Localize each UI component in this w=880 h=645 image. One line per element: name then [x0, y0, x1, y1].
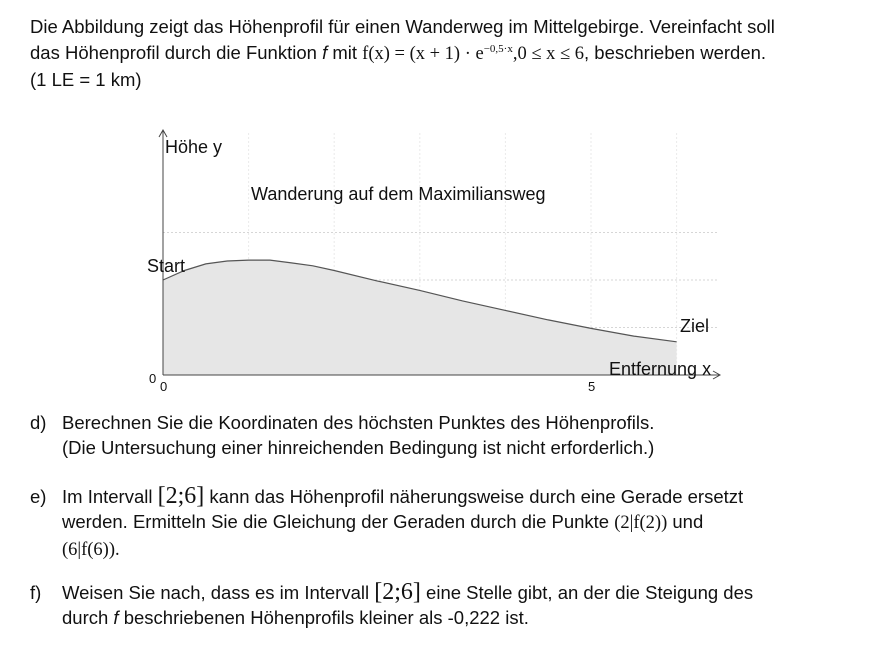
task-e-line-3	[62, 536, 860, 563]
task-letter: d)	[30, 412, 47, 433]
task-d-line-2: (Die Untersuchung einer hinreichenden Bedingung ist nicht erforderlich.)	[62, 437, 655, 458]
x-tick-label: 5	[588, 379, 596, 394]
formula-exponent: −0,5·x	[483, 42, 513, 55]
task-e-text-3: werden. Ermitteln Sie die Gleichung der Geraden durch die Punkte	[62, 511, 610, 532]
x-tick-label: 0	[160, 379, 168, 394]
y-axis-label: Höhe y	[165, 137, 223, 157]
task-f-text-4: beschriebenen Höhenprofils kleiner als -0,222 ist.	[123, 607, 529, 628]
intro-text	[30, 14, 865, 93]
x-tick-labels	[160, 379, 595, 394]
task-f-line-1	[62, 580, 860, 605]
task-d	[30, 410, 860, 460]
height-profile-chart	[135, 125, 735, 400]
intro-line-1: Die Abbildung zeigt das Höhenprofil für einen Wanderweg im Mittelgebirge. Vereinfacht soll	[30, 16, 775, 37]
function-formula	[362, 44, 584, 64]
point-2: (6|f(6)).	[62, 540, 120, 560]
intro-line-3: (1 LE = 1 km)	[30, 69, 142, 90]
intro-mit: mit	[332, 42, 358, 63]
task-e	[30, 484, 860, 563]
task-e-und: und	[672, 511, 704, 532]
point-1: (2|f(2))	[614, 513, 668, 533]
task-letter: e)	[30, 486, 47, 507]
interval: [2;6]	[157, 483, 205, 509]
task-e-text-2: kann das Höhenprofil näherungsweise durch eine Gerade ersetzt	[209, 486, 744, 507]
task-e-line-1	[62, 484, 860, 509]
intro-line-2-end: , beschrieben werden.	[584, 42, 767, 63]
task-f-line-2	[62, 605, 860, 630]
task-e-text-1: Im Intervall	[62, 486, 153, 507]
task-f-text-3: durch	[62, 607, 109, 628]
start-label: Start	[147, 256, 186, 276]
intro-line-2-start: das Höhenprofil durch die Funktion	[30, 42, 317, 63]
chart-title: Wanderung auf dem Maximiliansweg	[251, 184, 546, 204]
end-label: Ziel	[680, 316, 710, 336]
task-f-text-1: Weisen Sie nach, dass es im Intervall	[62, 582, 370, 603]
task-letter: f)	[30, 582, 42, 603]
intro-line-2	[30, 40, 865, 67]
origin-label: 0	[149, 371, 157, 386]
task-f-text-2: eine Stelle gibt, an der die Steigung des	[426, 582, 754, 603]
task-d-line-1: Berechnen Sie die Koordinaten des höchsten Punktes des Höhenprofils.	[62, 412, 655, 433]
task-f	[30, 580, 860, 630]
formula-lhs: f(x) = (x + 1) · e	[362, 44, 484, 64]
function-name: f	[113, 607, 119, 628]
interval: [2;6]	[374, 579, 421, 605]
x-axis-label: Entfernung x	[609, 359, 712, 379]
function-name: f	[322, 42, 328, 63]
formula-domain: ,0 ≤ x ≤ 6	[512, 44, 585, 64]
task-e-line-2	[62, 509, 860, 536]
